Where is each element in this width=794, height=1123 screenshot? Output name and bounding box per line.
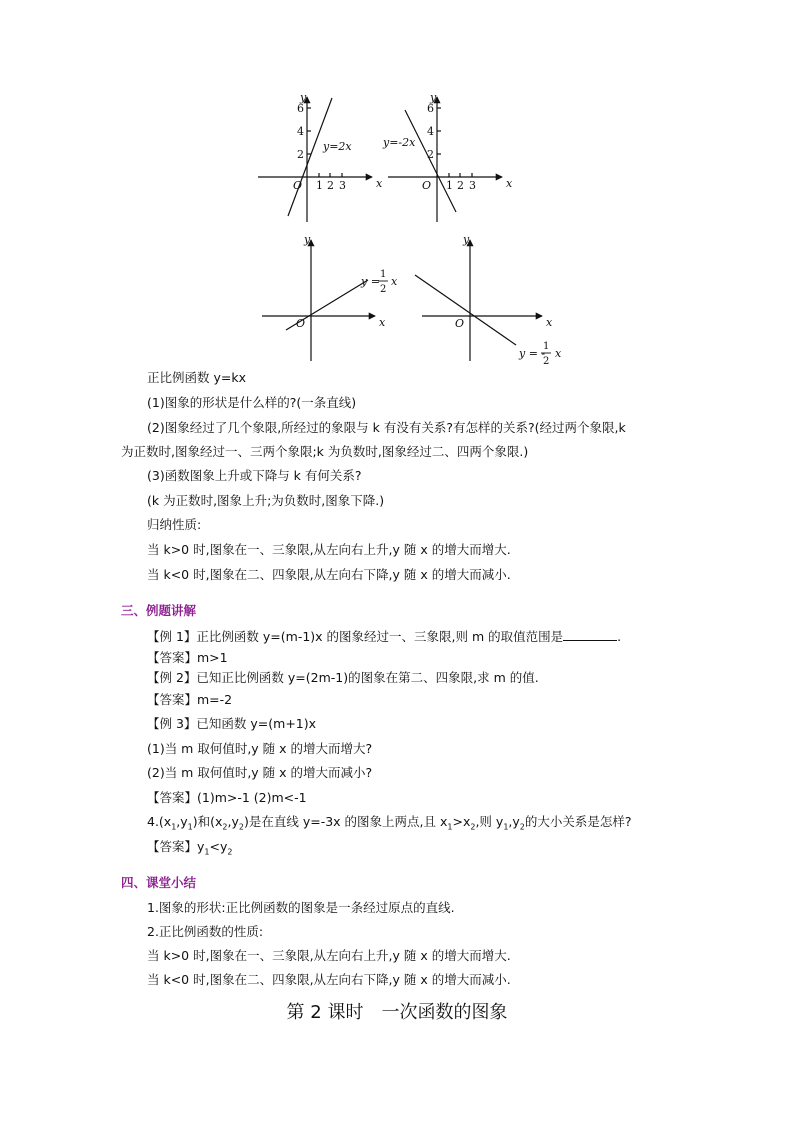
answer-blank — [563, 629, 617, 641]
y-tick-label: 4 — [427, 125, 434, 138]
origin-label: O — [296, 317, 306, 330]
origin-label: O — [455, 317, 465, 330]
summary-3: 当 k>0 时,图象在一、三象限,从左向右上升,y 随 x 的增大而增大. — [147, 948, 511, 963]
x-axis-label: x — [506, 177, 513, 190]
paragraph: (3)函数图象上升或下降与 k 有何关系? — [147, 468, 362, 483]
answer-4: 【答案】$y_1<y_2$ — [147, 839, 233, 857]
summary-2: 2.正比例函数的性质: — [147, 924, 264, 939]
x-tick-label: 3 — [469, 179, 476, 192]
graph-line — [288, 98, 332, 216]
paragraph: (1)图象的形状是什么样的?(一条直线) — [147, 395, 357, 410]
paragraph: 正比例函数 y=kx — [147, 370, 246, 385]
y-axis-label: y — [463, 233, 470, 246]
example-3-part-2: (2)当 m 取何值时,y 随 x 的增大而减小? — [147, 765, 373, 780]
example-1: 【例 1】正比例函数 y=(m-1)x 的图象经过一、三象限,则 m 的取值范围是 . — [147, 629, 622, 644]
lesson-title: 第 2 课时 一次函数的图象 — [286, 1002, 508, 1023]
line-label-x: x — [555, 347, 562, 360]
fraction-numerator: 1 — [543, 341, 550, 352]
x-tick-label: 1 — [316, 179, 323, 192]
question-4: $4.(x_1,y_1)$和$(x_2,y_2)$是在直线 y=-3x 的图象上两点,且 $x_1>x_2$,则 $y_1,y_2$的大小关系是怎样? — [147, 814, 632, 832]
example-2: 【例 2】已知正比例函数 y=(2m-1)的图象在第二、四象限,求 m 的值. — [147, 670, 539, 685]
graph-y-neg-half-x — [415, 240, 542, 361]
x-axis-label: x — [376, 177, 383, 190]
example-3: 【例 3】已知函数 y=(m+1)x — [147, 716, 317, 731]
paragraph: 为正数时,图象经过一、三两个象限;k 为负数时,图象经过二、四两个象限.) — [121, 444, 529, 459]
origin-label: O — [422, 179, 432, 192]
summary-4: 当 k<0 时,图象在二、四象限,从左向右下降,y 随 x 的增大而减小. — [147, 972, 511, 987]
section-heading: 三、例题讲解 — [121, 603, 197, 618]
fraction-denominator: 2 — [543, 356, 550, 367]
graph-y-2x — [258, 97, 372, 222]
graph-line — [415, 275, 516, 345]
section-heading: 四、课堂小结 — [121, 875, 197, 890]
line-label: y=-2x — [383, 136, 416, 149]
fraction-denominator: 2 — [380, 284, 387, 295]
answer-2: 【答案】m=-2 — [147, 692, 233, 707]
y-axis-label: y — [304, 233, 311, 246]
line-label-y: y = - — [519, 347, 546, 360]
x-tick-label: 2 — [457, 179, 464, 192]
x-tick-label: 1 — [446, 179, 453, 192]
y-tick-label: 2 — [297, 148, 304, 161]
example-3-part-1: (1)当 m 取何值时,y 随 x 的增大而增大? — [147, 741, 373, 756]
y-axis-label: y — [300, 91, 307, 104]
paragraph: (2)图象经过了几个象限,所经过的象限与 k 有没有关系?有怎样的关系?(经过两个象限,k — [147, 420, 626, 435]
y-tick-label: 6 — [297, 102, 304, 115]
line-label: y=2x — [323, 140, 352, 153]
x-tick-label: 3 — [339, 179, 346, 192]
x-tick-label: 2 — [327, 179, 334, 192]
x-axis-label: x — [379, 316, 386, 329]
y-tick-label: 6 — [427, 102, 434, 115]
paragraph: 当 k<0 时,图象在二、四象限,从左向右下降,y 随 x 的增大而减小. — [147, 567, 511, 582]
paragraph: 当 k>0 时,图象在一、三象限,从左向右上升,y 随 x 的增大而增大. — [147, 542, 511, 557]
paragraph: (k 为正数时,图象上升;为负数时,图象下降.) — [147, 493, 385, 508]
summary-1: 1.图象的形状:正比例函数的图象是一条经过原点的直线. — [147, 900, 455, 915]
function-graphs — [0, 0, 794, 370]
x-axis-label: x — [546, 316, 553, 329]
y-axis-label: y — [430, 91, 437, 104]
answer-1: 【答案】m>1 — [147, 650, 228, 665]
fraction-numerator: 1 — [380, 269, 387, 280]
line-label-y: y = — [361, 275, 380, 288]
paragraph: 归纳性质: — [147, 517, 202, 532]
y-tick-label: 2 — [427, 148, 434, 161]
line-label-x: x — [391, 275, 398, 288]
origin-label: O — [293, 179, 303, 192]
y-tick-label: 4 — [297, 125, 304, 138]
answer-3: 【答案】(1)m>-1 (2)m<-1 — [147, 790, 307, 805]
graph-y-half-x — [262, 240, 375, 361]
graph-y-neg2x — [388, 97, 502, 222]
